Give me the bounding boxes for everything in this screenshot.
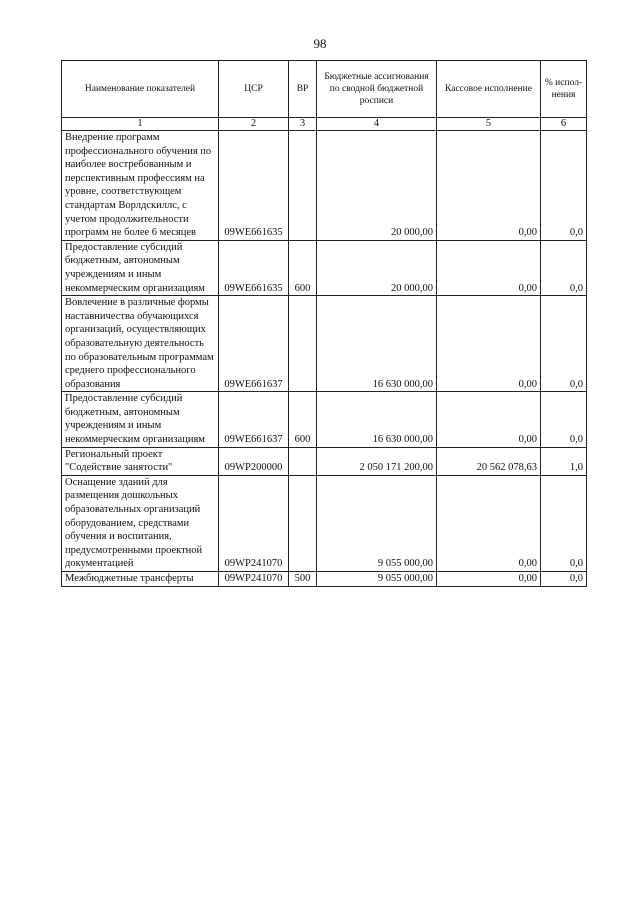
row-cash: 0,00 (437, 475, 541, 571)
row-budget: 2 050 171 200,00 (317, 447, 437, 475)
row-cash: 0,00 (437, 392, 541, 447)
row-vr (289, 131, 317, 241)
header-budget: Бюджетные ассигнования по сводной бюджетной росписи (317, 61, 437, 118)
header-vr: ВР (289, 61, 317, 118)
table-row (62, 447, 587, 475)
row-cash: 0,00 (437, 240, 541, 295)
row-csr: 09WP200000 (219, 447, 289, 475)
row-budget: 16 630 000,00 (317, 392, 437, 447)
row-cash: 0,00 (437, 572, 541, 587)
row-percent: 0,0 (541, 296, 587, 392)
header-percent: % испол-нения (541, 61, 587, 118)
row-csr: 09WE661637 (219, 296, 289, 392)
row-percent: 0,0 (541, 131, 587, 241)
column-number: 4 (317, 118, 437, 131)
row-budget: 16 630 000,00 (317, 296, 437, 392)
row-vr (289, 475, 317, 571)
column-number: 5 (437, 118, 541, 131)
row-percent: 1,0 (541, 447, 587, 475)
page-number: 98 (313, 36, 327, 51)
row-name: Региональный проект "Содействие занятости" (62, 447, 219, 475)
row-percent: 0,0 (541, 475, 587, 571)
table-row (62, 296, 587, 392)
row-name: Внедрение программ профессионального обучения по наиболее востребованным и перспективным профессиям на уровне, соответствующем стандартам Ворлдскиллс, с учетом продолжительности программ не более 6 месяцев (62, 131, 219, 241)
row-cash: 20 562 078,63 (437, 447, 541, 475)
table-row (62, 392, 587, 447)
row-name: Предоставление субсидий бюджетным, автономным учреждениям и иным некоммерческим организациям (62, 392, 219, 447)
column-number-row (62, 118, 587, 131)
table-header-row (62, 61, 587, 118)
row-name: Вовлечение в различные формы наставничества обучающихся организаций, осуществляющих образовательную деятельность по образовательным программам среднего профессионального образования (62, 296, 219, 392)
column-number: 3 (289, 118, 317, 131)
row-name: Межбюджетные трансферты (62, 572, 219, 587)
column-number: 1 (62, 118, 219, 131)
header-csr: ЦСР (219, 61, 289, 118)
row-vr: 500 (289, 572, 317, 587)
row-name: Оснащение зданий для размещения дошкольных образовательных организаций оборудованием, средствами обучения и воспитания, предусмотренными проектной документацией (62, 475, 219, 571)
row-csr: 09WP241070 (219, 572, 289, 587)
header-cash: Кассовое исполнение (437, 61, 541, 118)
row-csr: 09WE661637 (219, 392, 289, 447)
row-percent: 0,0 (541, 240, 587, 295)
row-vr (289, 296, 317, 392)
row-budget: 9 055 000,00 (317, 475, 437, 571)
table-row (62, 131, 587, 241)
header-name: Наименование показателей (62, 61, 219, 118)
budget-execution-table (61, 60, 587, 587)
row-percent: 0,0 (541, 572, 587, 587)
row-csr: 09WE661635 (219, 240, 289, 295)
row-vr: 600 (289, 392, 317, 447)
column-number: 6 (541, 118, 587, 131)
row-csr: 09WP241070 (219, 475, 289, 571)
row-cash: 0,00 (437, 296, 541, 392)
row-budget: 20 000,00 (317, 131, 437, 241)
row-vr (289, 447, 317, 475)
row-vr: 600 (289, 240, 317, 295)
row-percent: 0,0 (541, 392, 587, 447)
table-row (62, 475, 587, 571)
row-csr: 09WE661635 (219, 131, 289, 241)
table-row (62, 572, 587, 587)
row-cash: 0,00 (437, 131, 541, 241)
row-budget: 9 055 000,00 (317, 572, 437, 587)
row-budget: 20 000,00 (317, 240, 437, 295)
row-name: Предоставление субсидий бюджетным, автономным учреждениям и иным некоммерческим организациям (62, 240, 219, 295)
column-number: 2 (219, 118, 289, 131)
table-row (62, 240, 587, 295)
